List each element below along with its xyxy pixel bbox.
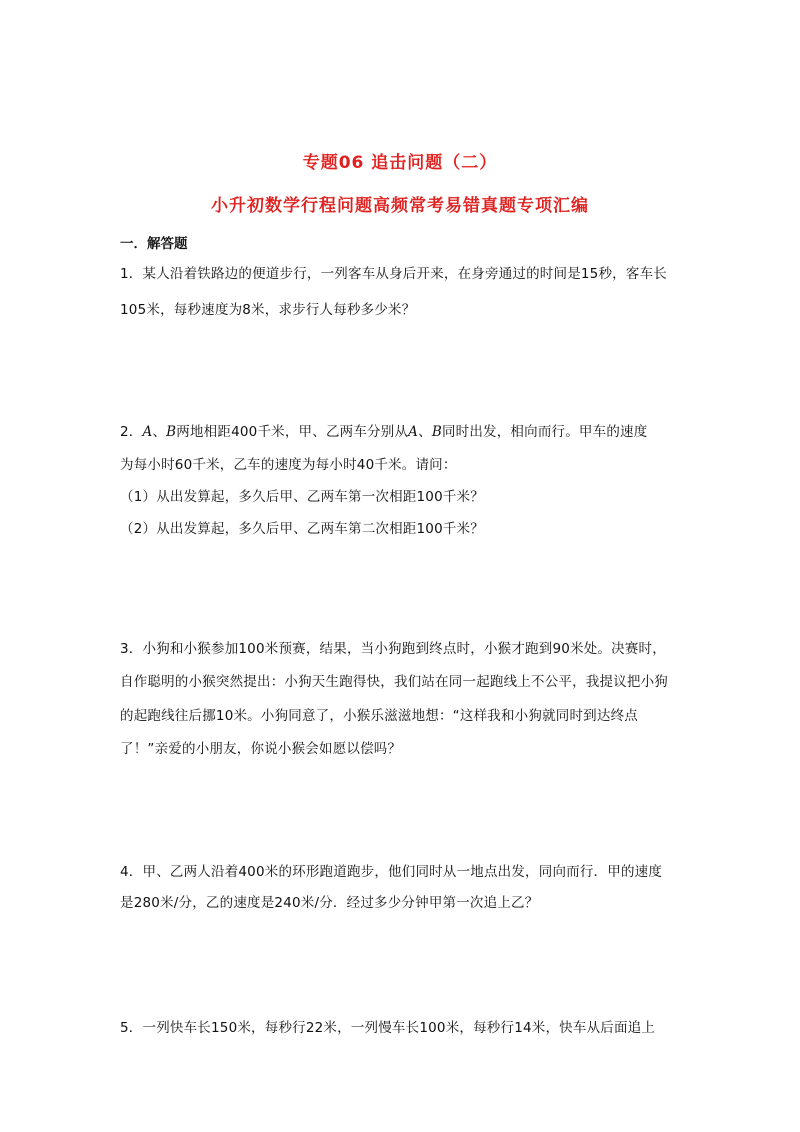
question-1-line-2: 105米，每秒速度为8米，求步行人每秒多少米？ xyxy=(120,302,416,318)
question-3-line-3: 的起跑线往后挪10米。小狗同意了，小猴乐滋滋地想：“这样我和小狗就同时到达终点 xyxy=(120,708,638,724)
page-subtitle: 小升初数学行程问题高频常考易错真题专项汇编 xyxy=(211,196,589,216)
question-text: 同时出发，相向而行。甲车的速度 xyxy=(441,424,648,440)
question-3-line-2: 自作聪明的小猴突然提出：小狗天生跑得快，我们站在同一起跑线上不公平，我提议把小狗 xyxy=(120,674,668,690)
separator: 、 xyxy=(418,424,432,440)
point-b-label: B xyxy=(166,424,177,440)
question-2-line-1 xyxy=(120,420,695,440)
question-2-line-2: 为每小时60千米，乙车的速度为每小时40千米。请问： xyxy=(120,457,457,473)
separator: 、 xyxy=(152,424,167,440)
question-2-sub-1: （1）从出发算起，多久后甲、乙两车第一次相距100千米？ xyxy=(120,489,484,505)
page-title: 专题06 追击问题（二） xyxy=(302,153,498,173)
question-5-line-1: 5．一列快车长150米，每秒行22米，一列慢车长100米，每秒行14米，快车从后面追上 xyxy=(120,1020,656,1036)
question-3-line-4: 了！”亲爱的小朋友，你说小猴会如愿以偿吗？ xyxy=(120,741,402,757)
point-a-label: A xyxy=(142,424,153,440)
question-text: 两地相距400千米，甲、乙两车分别从 xyxy=(176,424,409,440)
point-a-label: A xyxy=(408,424,419,440)
question-2-sub-2: （2）从出发算起，多久后甲、乙两车第二次相距100千米？ xyxy=(120,521,484,537)
question-3-line-1: 3．小狗和小猴参加100米预赛，结果，当小狗跑到终点时，小猴才跑到90米处。决赛时， xyxy=(120,641,666,657)
section-heading: 一．解答题 xyxy=(120,236,188,252)
point-b-label: B xyxy=(431,424,442,440)
question-4-line-2: 是280米/分，乙的速度是240米/分．经过多少分钟甲第一次追上乙？ xyxy=(120,895,539,911)
question-4-line-1: 4．甲、乙两人沿着400米的环形跑道跑步，他们同时从一地点出发，同向而行．甲的速度 xyxy=(120,864,663,880)
question-1-line-1: 1．某人沿着铁路边的便道步行，一列客车从身后开来，在身旁通过的时间是15秒，客车长 xyxy=(120,266,667,282)
question-number: 2． xyxy=(120,424,143,440)
